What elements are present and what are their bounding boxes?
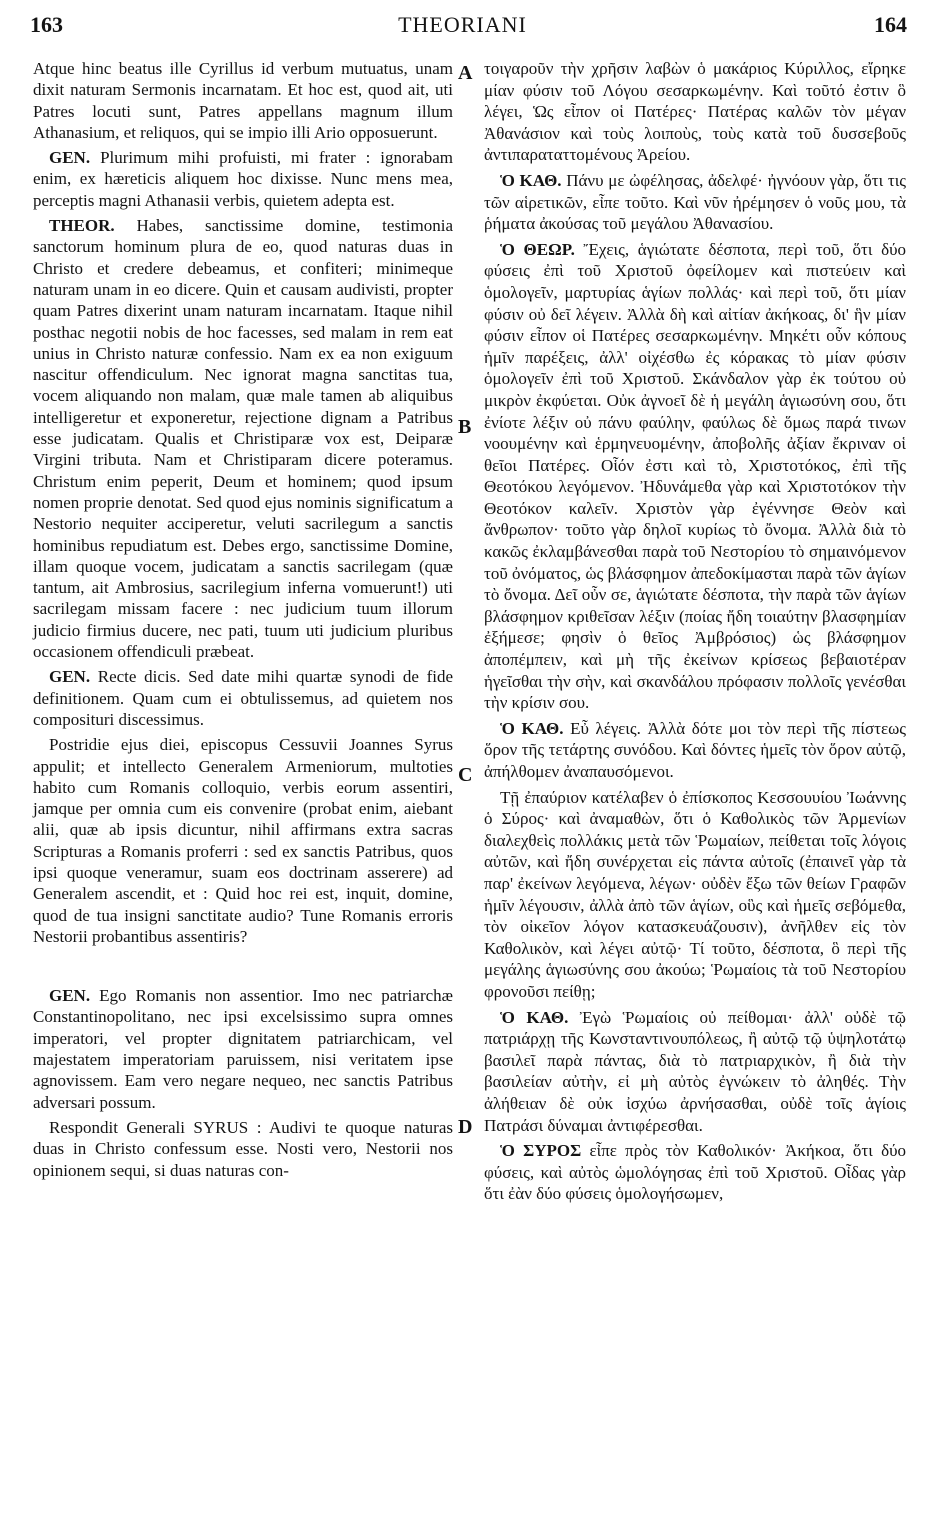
greek-paragraph	[484, 58, 906, 166]
paragraph-text: Habes, sanctissime domine, testimonia sanctorum hominum plura de eo, quod naturas duas in Christo et credere debeamus, et confiteri; minimeque naturam unam in eo dicere. Quin et causam audivisti, propter quam Patres dixerint unam naturam incarnatam. Itaque nihil posthac negotii nobis de hoc facesses, sed malam in rem eat unius in Christo naturæ confessio. Nam ex ea non exiguum nascitur offendiculum. Nec ignorat magna sanctitas tua, vocem aliquando non malam, quæ male tamen ab aliquibus intelligeretur et exponeretur, rejectione dignam a Patribus esse judicatam. Qualis et Christiparæ vox est, Deiparæ Virgini tributa. Nam et Christiparam dicere poteramus. Christum enim peperit, Deum et hominem; quod ipsum nomen proprie denotat. Sed quod ejus nominis significatum a Nestorio nequiter acciperetur, veluti sacrilegum a sanctis hominibus repudiatum est. Debes ergo, sanctissime Domine, illam quoque vocem, judicatam a sanctis sacrilegam (quæ tantum, ait Ambrosius, sacrilegium inferna vomuerunt!) uti sacrilegam missam facere : nec judicium tuum illorum judicio firmius ducere, nec pati, tuum uti judicium pluribus occasionem offendiculi præbeat.	[33, 216, 453, 662]
latin-paragraph	[33, 215, 453, 662]
greek-paragraph	[484, 1007, 906, 1137]
paragraph-text: Ego Romanis non assentior. Imo nec patriarchæ Constantinopolitano, nec ipsi excelsissimo supra omnes imperatori, vel propter dignitatem patriarchicam, vel majestatem imperatoriam paruissem, nisi veritatem ipse agnovissem. Eam vero negare nequeo, nec sanctis Patribus adversari possum.	[33, 986, 453, 1112]
paragraph-text: Respondit Generali SYRUS : Audivi te quoque naturas duas in Christo confessum esse. Nosti vero, Nestorii nos opinionem sequi, si duas naturas con-	[33, 1117, 453, 1180]
margin-letter-d: D	[458, 1116, 473, 1138]
speaker-label: Ὁ ΣΥΡΟΣ	[500, 1141, 582, 1161]
speaker-label: Ὁ ΚΑΘ.	[500, 718, 564, 738]
paragraph-text: Πάνυ με ὠφέλησας, ἀδελφέ· ἠγνόουν γὰρ, ὅτι τις τῶν αἱρετικῶν, εἶπε τοῦτο. Καὶ νῦν ἠρέμησεν ὁ νοῦς μου, τὰ ῥήματα ἀκούσας τοῦ μεγάλου Ἀθανασίου.	[484, 170, 907, 234]
greek-paragraph	[484, 718, 906, 783]
paragraph-text: Ἐγὼ Ῥωμαίοις οὐ πείθομαι· ἀλλ' οὐδὲ τῷ πατριάρχῃ τῆς Κωνσταντινουπόλεως, ἢ αὐτῷ τῷ ὑψηλοτάτῳ βασιλεῖ παρὰ πάντας, διὰ τὸ πατριαρχικὸν, ἢ διὰ τὴν βασιλείαν αὐτὴν, εἰ μὴ αὐτὸς ἐγνώκειν τὸ ἀληθές. Τὴν ἀλήθειαν δὲ οὐκ ἰσχύω ἀρνήσασθαι, οὐδὲ τοῖς ἁγίοις Πατράσι δύναμαι ἀντιφέρεσθαι.	[484, 1007, 906, 1135]
paragraph-text: Plurimum mihi profuisti, mi frater : ignorabam enim, ex hæreticis aliquem hoc dixisse. Nunc mens mea, perceptis magni Athanasii verbis, quietem adepta est.	[33, 148, 454, 210]
paragraph-gap	[33, 951, 453, 985]
paragraph-text: Atque hinc beatus ille Cyrillus id verbum mutuatus, unam dixit naturam Sermonis incarnatam. Et hoc est, quod ait, uti Patres locuti sunt, Patres appellans magnum illum Athanasium, et reliquos, qui se impio illi Ario opposuerunt.	[33, 59, 453, 142]
speaker-label: GEN.	[49, 667, 91, 687]
margin-letter-c: C	[458, 764, 473, 786]
page-number-left: 163	[30, 12, 63, 37]
paragraph-text: Recte dicis. Sed date mihi quartæ synodi de fide definitionem. Quam cum ei obtulissemus, ad quietem nos compositurі discessimus.	[33, 667, 454, 729]
greek-paragraph	[484, 170, 906, 235]
paragraph-text: Ἔχεις, ἁγιώτατε δέσποτα, περὶ τοῦ, ὅτι δύο φύσεις ἐπὶ τοῦ Χριστοῦ ὀφείλομεν καὶ πιστεύειν καὶ ὁμολογεῖν, μαρτυρίας ἁγίων πολλάς· καὶ περὶ τοῦ, ὅτι μίαν φύσιν οὐ δεῖ λέγειν. Ἀλλὰ δὴ καὶ αἰτίαν ἀκήκοας, δι' ἣν μίαν φύσιν εἶπον οἱ Πατέρες σεσαρκωμένην. Μηκέτι οὖν κόπους ἡμῖν παρέξεις, ἀλλ' οἰχέσθω ἐς κόρακας τὸ μίαν φύσιν ὁμολογεῖν ἐπὶ τοῦ Χριστοῦ. Σκάνδαλον γὰρ ἐκ τούτου οὐ μικρὸν ἐκφύεται. Οὐκ ἀγνοεῖ δὲ ἡ μεγάλη ἁγιωσύνη σου, ὅτι ἐνίοτε λέξιν οὐ πάνυ φαύλην, φαύλως δὲ ὅμως παρά τινων νοουμένην καὶ ἑρμηνευομένην, ἀποβολῆς ἀξίαν ἔκριναν οἱ θεῖοι Πατέρες. Οἷόν ἐστι καὶ τὸ, Χριστοτόκος, ἐπὶ τῆς Θεοτόκου λεγόμενον. Ἠδυνάμεθα γὰρ καὶ Χριστοτόκον τὴν Θεοτόκον καλεῖν. Χριστὸν γὰρ ἐγέννησε Θεὸν καὶ ἄνθρωπον· τοῦτο γὰρ δηλοῖ κυρίως τὸ ὄνομα. Ἀλλὰ διὰ τὸ κακῶς ἐκλαμβάνεσθαι παρὰ τοῦ Νεστορίου τὸ σημαινόμενον τοῦ ὀνόματος, ὡς βλάσφημον ἀπεδοκίμασται παρὰ τῶν ἁγίων τὸ ὄνομα. Δεῖ οὖν σε, ἁγιώτατε δέσποτα, τὴν παρὰ τῶν ἁγίων βλάσφημον κριθεῖσαν λέξιν (ποίας ἤδη τοιαύτην βλασφημίαν ἐξήμεσε; φησὶν ὁ θεῖος Ἀμβρόσιος) ὡς βλάσφημον ἀποπέμπειν, καὶ μὴ τῆς ἐκείνων κρίσεως βεβαιοτέραν ἡγεῖσθαι τὴν σὴν, καὶ σκανδάλου πρόφασιν πολλοῖς γενέσθαι τὴν κρίσιν σου.	[484, 239, 907, 713]
speaker-label: Ὁ ΘΕΩΡ.	[500, 239, 575, 259]
margin-letter-a: A	[458, 62, 473, 84]
speaker-label: GEN.	[49, 148, 91, 168]
speaker-label: GEN.	[49, 986, 91, 1006]
paragraph-text: τοιγαροῦν τὴν χρῆσιν λαβὼν ὁ μακάριος Κύριλλος, εἴρηκε μίαν φύσιν τοῦ Λόγου σεσαρκωμένην. Καὶ τοῦτό ἐστιν ὃ λέγει, Ὡς εἶπον οἱ Πατέρες· Πατέρας καλῶν τὸν μέγαν Ἀθανάσιον καὶ τοὺς λοιποὺς, τοὺς κατὰ τοῦ δυσσεβοῦς ἀντιπαραταττομένους Ἀρείου.	[484, 59, 906, 165]
latin-paragraph	[33, 985, 453, 1113]
page-header	[0, 6, 925, 38]
paragraph-text: Postridie ejus diei, episcopus Cessuvii Joannes Syrus appulit; et intellecto Generalem Armeniorum, multoties habito cum Romanis colloquio, verbis eorum assentiri, jamque per omnia cum eis convenire (probat enim, aiebant alii, quæ ab ipsis dicuntur, nihil affirmans extra sacras Scripturas a Romanis proferri : sed ex sanctis Patribus, quos ipsi quoque veneramur, suam eos doctrinam asserere) ad Generalem ascendit, et : Quid hoc rei est, inquit, domine, quod de tua insigni sanctitate audio? Tune Romanis erroris Nestorii probantibus assentiris?	[33, 735, 453, 946]
speaker-label: THEOR.	[49, 216, 115, 236]
latin-column	[33, 58, 453, 1185]
speaker-label: Ὁ ΚΑΘ.	[500, 1007, 569, 1027]
greek-paragraph	[484, 239, 906, 714]
greek-column	[484, 58, 906, 1209]
latin-paragraph	[33, 734, 453, 947]
latin-paragraph	[33, 58, 453, 143]
paragraph-text: εἶπε πρὸς τὸν Καθολικόν· Ἀκήκοα, ὅτι δύο φύσεις, καὶ αὐτὸς ὡμολόγησας ἐπὶ τοῦ Χριστοῦ. Οἶδας γὰρ ὅτι ἐὰν δύο φύσεις ὁμολογήσωμεν,	[484, 1141, 906, 1204]
latin-paragraph	[33, 1117, 453, 1181]
running-title: THEORIANI	[398, 12, 527, 37]
greek-paragraph	[484, 1140, 906, 1205]
margin-letter-b: B	[458, 416, 472, 438]
paragraph-text: Εὖ λέγεις. Ἀλλὰ δότε μοι τὸν περὶ τῆς πίστεως ὅρον τῆς τετάρτης συνόδου. Καὶ δόντες ἡμεῖς τὸν ὅρον αὐτῷ, ἀπήλθομεν ἀναπαυσόμενοι.	[484, 718, 906, 781]
latin-paragraph	[33, 666, 453, 730]
latin-paragraph	[33, 147, 453, 211]
speaker-label: Ὁ ΚΑΘ.	[500, 170, 562, 190]
paragraph-text: Τῇ ἐπαύριον κατέλαβεν ὁ ἐπίσκοπος Κεσσουυίου Ἰωάννης ὁ Σύρος· καὶ ἀναμαθὼν, ὅτι ὁ Καθολικὸς τῶν Ἀρμενίων διαλεχθεὶς πολλάκις μετὰ τῶν Ῥωμαίων, πείθεται τοῖς λόγοις αὐτῶν, καὶ ἤδη συνέρχεται εἰς πάντα αὐτοῖς (ἐπαινεῖ γὰρ τὰ παρ' ἐκείνων λεγόμενα, λέγων· οὐδὲν ἔξω τῶν θείων Γραφῶν ἡμῖν λέγουσιν, ἀλλὰ ἀπὸ τῶν ἁγίων, οὓς καὶ ἡμεῖς σεβόμεθα, τὸν οἰκεῖον λόγον κατασκευάζουσιν), ἀνῆλθεν εἰς τὸν Καθολικὸν, καὶ λέγει αὐτῷ· Τί τοῦτο, δέσποτα, ὃ περὶ τῆς μεγάλης ἁγιωσύνης σου ἀκούω; Ῥωμαίοις τὰ τοῦ Νεστορίου φρονοῦσι πείθῃ;	[484, 787, 906, 1001]
page-number-right: 164	[874, 12, 907, 37]
greek-paragraph	[484, 787, 906, 1003]
